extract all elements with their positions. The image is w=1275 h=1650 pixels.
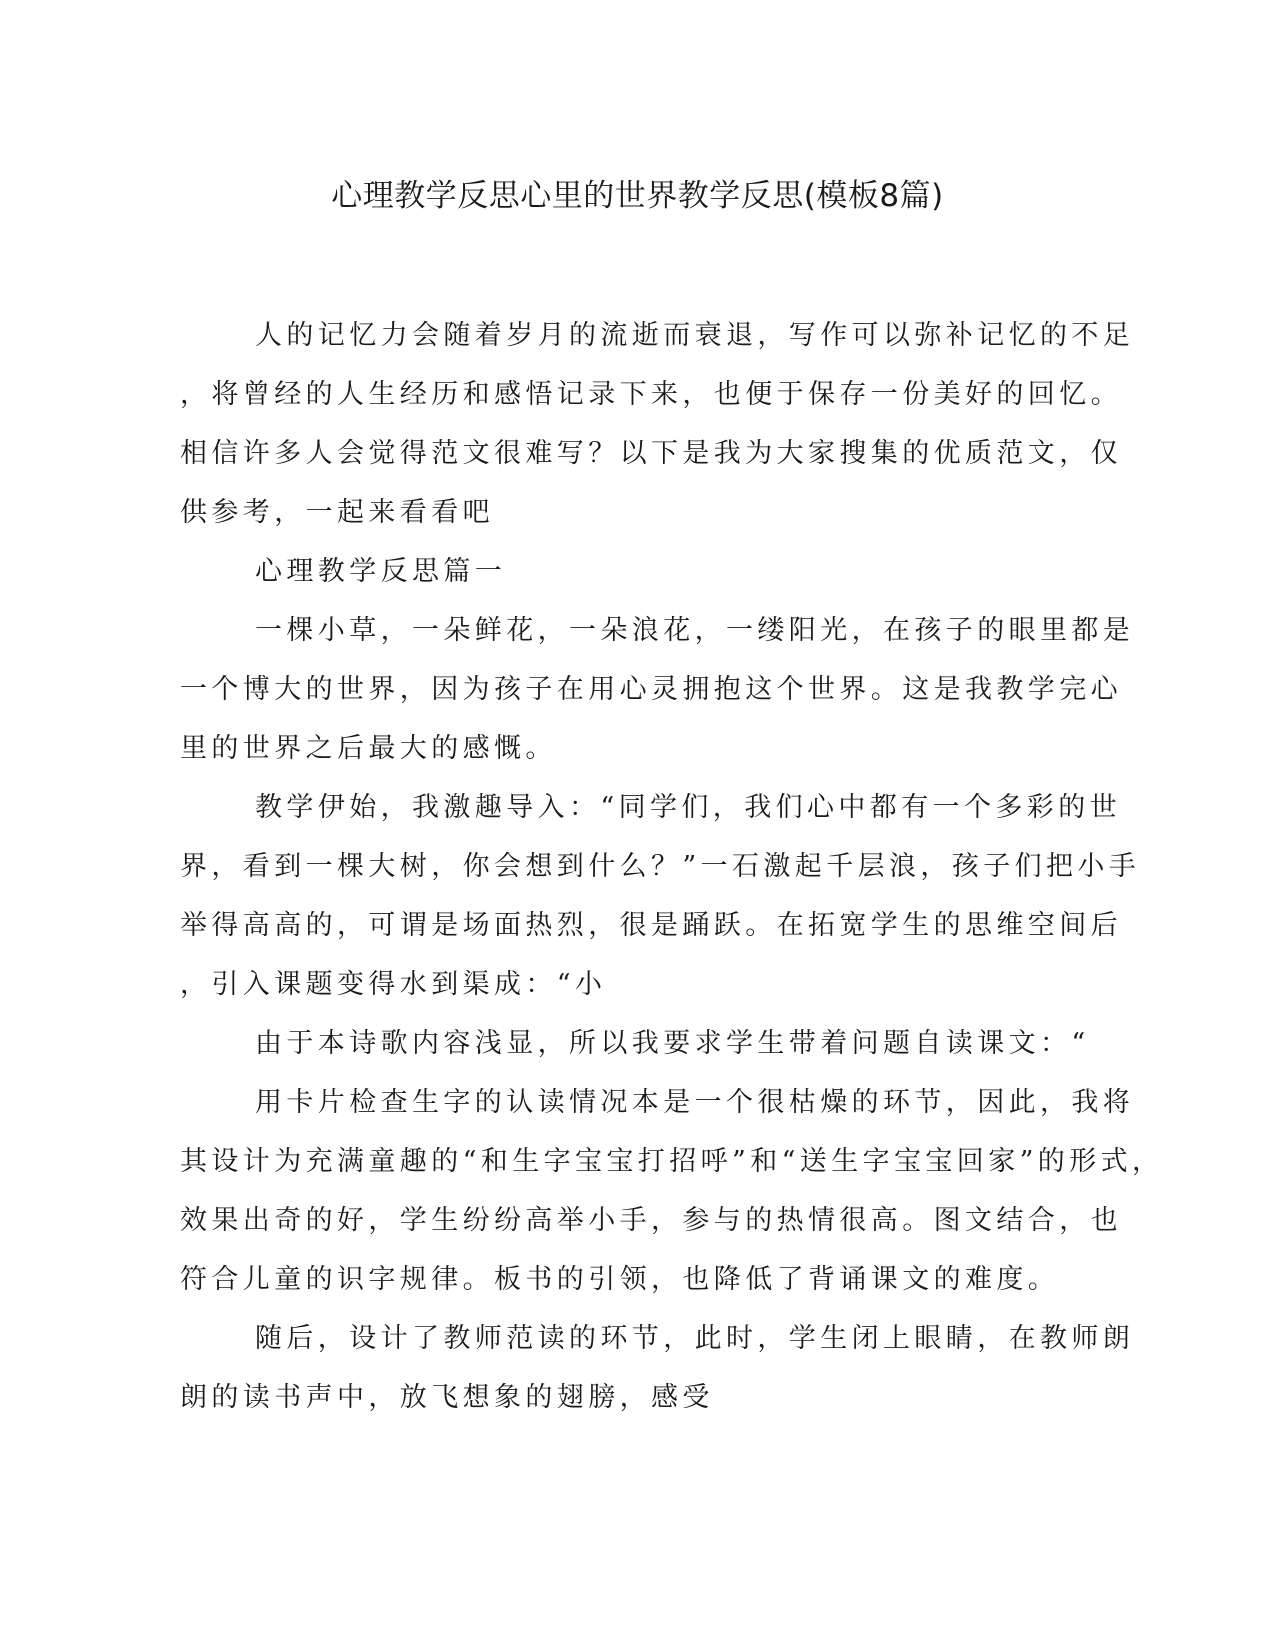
paragraph-line: 一棵小草，一朵鲜花，一朵浪花，一缕阳光，在孩子的眼里都是 [255,615,1135,646]
paragraph-line: 界，看到一棵大树，你会想到什么？”一石激起千层浪，孩子们把小手 [180,851,1141,882]
paragraph-line: 举得高高的，可谓是场面热烈，很是踊跃。在拓宽学生的思维空间后 [180,910,1122,941]
paragraph-line: 由于本诗歌内容浅显，所以我要求学生带着问题自读课文：“ [255,1028,1090,1059]
paragraph-line: 用卡片检查生字的认读情况本是一个很枯燥的环节，因此，我将 [255,1087,1135,1118]
document-title: 心理教学反思心里的世界教学反思(模板8篇) [331,178,944,214]
section-heading: 心理教学反思篇一 [255,556,507,587]
paragraph-line: 效果出奇的好，学生纷纷高举小手，参与的热情很高。图文结合，也 [180,1205,1122,1236]
paragraph-line: 朗的读书声中，放飞想象的翅膀，感受 [180,1382,714,1413]
paragraph-line: 教学伊始，我激趣导入：“同学们，我们心中都有一个多彩的世 [255,792,1122,823]
paragraph-line: 其设计为充满童趣的“和生字宝宝打招呼”和“送生字宝宝回家”的形式， [180,1146,1164,1177]
paragraph-line: 一个博大的世界，因为孩子在用心灵拥抱这个世界。这是我教学完心 [180,674,1122,705]
paragraph-line: 符合儿童的识字规律。板书的引领，也降低了背诵课文的难度。 [180,1264,1060,1295]
paragraph-line: 里的世界之后最大的感慨。 [180,733,557,764]
paragraph-line: 相信许多人会觉得范文很难写？以下是我为大家搜集的优质范文，仅 [180,438,1122,469]
paragraph-line: 人的记忆力会随着岁月的流逝而衰退，写作可以弥补记忆的不足 [255,320,1135,351]
paragraph-line: 随后，设计了教师范读的环节，此时，学生闭上眼睛，在教师朗 [255,1323,1135,1354]
paragraph-line: ，将曾经的人生经历和感悟记录下来，也便于保存一份美好的回忆。 [180,379,1122,410]
paragraph-line: 供参考，一起来看看吧 [180,497,494,528]
paragraph-line: ，引入课题变得水到渠成：“小 [180,969,607,1000]
